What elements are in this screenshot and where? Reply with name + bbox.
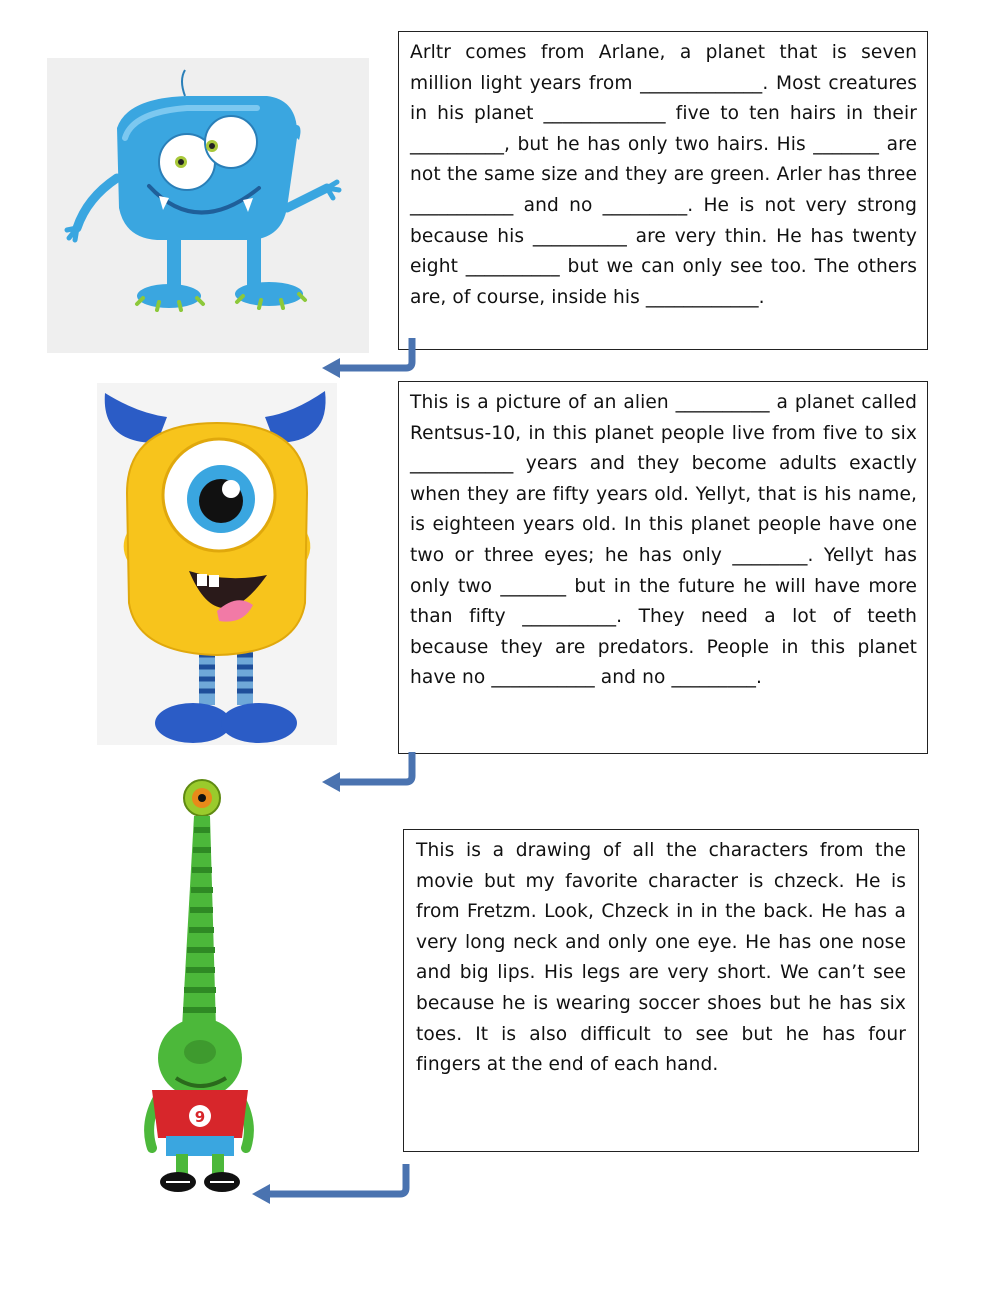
arrow-icon [242, 1160, 418, 1206]
passage-2-text: This is a picture of an alien __________ a planet called Rentsus-10, in this planet people live from five to six ___________ years and they become adults exactly when they are fifty years old. Yellyt, that is his name, is eighteen years old. In this planet people have one two or three eyes; he has only ________. Yellyt has only two _______ but in the future he will have more than fifty __________. They need a lot of teeth because they are predators. People in this planet have no ___________ and no _________. [410, 392, 917, 689]
passage-2-box [398, 381, 928, 754]
yellow-monster-illustration [97, 383, 337, 745]
yellow-monster-svg [97, 383, 337, 745]
passage-1-text: Arltr comes from Arlane, a planet that is seven million light years from _____________. Most creatures in his planet _____________ five to ten hairs in their __________, but he has only two hairs. His _______ are not the same size and they are green. Arler has three ___________ and no _________. He is not very strong because his __________ are very thin. He has twenty eight __________ but we can only see too. The others are, of course, inside his ____________. [410, 42, 917, 308]
green-monster-svg [138, 778, 258, 1203]
passage-3-box [403, 829, 919, 1152]
blue-monster-svg [47, 58, 369, 353]
passage-3-text: This is a drawing of all the characters from the movie but my favorite character is chzeck. He is from Fretzm. Look, Chzeck in in the back. He has a very long neck and only one eye. He has one nose and big lips. His legs are very short. We can’t see because he is wearing soccer shoes but he has six toes. It is also difficult to see but he has four fingers at the end of each hand. [416, 840, 906, 1076]
blue-monster-illustration [47, 58, 369, 353]
green-monster-illustration [138, 778, 258, 1203]
passage-1-box [398, 31, 928, 350]
arrow-icon [312, 334, 424, 380]
shirt-number: 9 [194, 1108, 206, 1126]
arrow-icon [312, 748, 424, 794]
